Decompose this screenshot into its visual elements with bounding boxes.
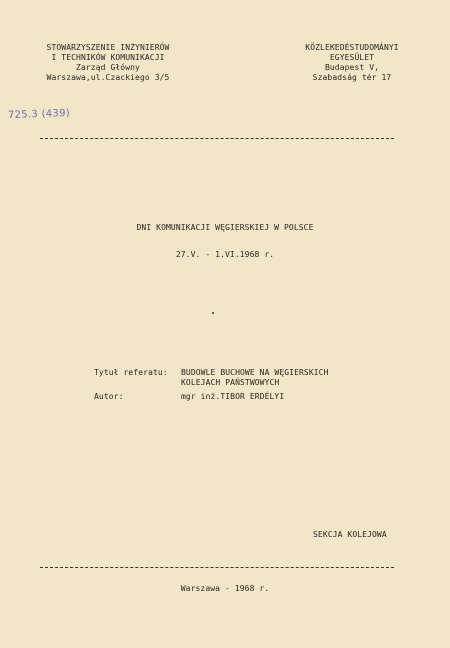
header-left-line3: Zarząd Główny xyxy=(76,63,140,72)
title-label: Tytuł referatu: xyxy=(94,368,168,377)
footer-place-date: Warszawa - 1968 r. xyxy=(180,584,270,593)
header-right-line2: EGYESÜLET xyxy=(329,53,375,62)
event-dates: 27.V. - 1.VI.1968 r. xyxy=(175,250,275,259)
header-left-line2: I TECHNIKÓW KOMUNIKACJI xyxy=(51,53,165,62)
event-title: DNI KOMUNIKACJI WĘGIERSKIEJ W POLSCE xyxy=(136,223,314,232)
header-right-line3: Budapest V, xyxy=(324,63,380,72)
author-label: Autor: xyxy=(94,392,124,401)
author-value: mgr inż.TIBOR ERDÉLYI xyxy=(181,392,285,401)
top-divider xyxy=(40,138,394,139)
title-line2: KOLEJACH PAŃSTWOWYCH xyxy=(181,378,280,387)
bottom-divider xyxy=(40,567,394,568)
header-left-line1: STOWARZYSZENIE INŻYNIERÓW xyxy=(46,43,170,52)
header-right-line4: Szabadság tér 17 xyxy=(312,73,392,82)
section-label: SEKCJA KOLEJOWA xyxy=(313,530,387,539)
header-left-line4: Warszawa,ul.Czackiego 3/5 xyxy=(46,73,170,82)
stray-mark xyxy=(212,312,214,314)
title-line1: BUDOWLE BUCHOWE NA WĘGIERSKICH xyxy=(181,368,329,377)
header-right-line1: KÖZLEKEDÉSTUDOMÁNYI xyxy=(305,43,399,52)
handwritten-note: 725.3 (439) xyxy=(7,107,71,122)
